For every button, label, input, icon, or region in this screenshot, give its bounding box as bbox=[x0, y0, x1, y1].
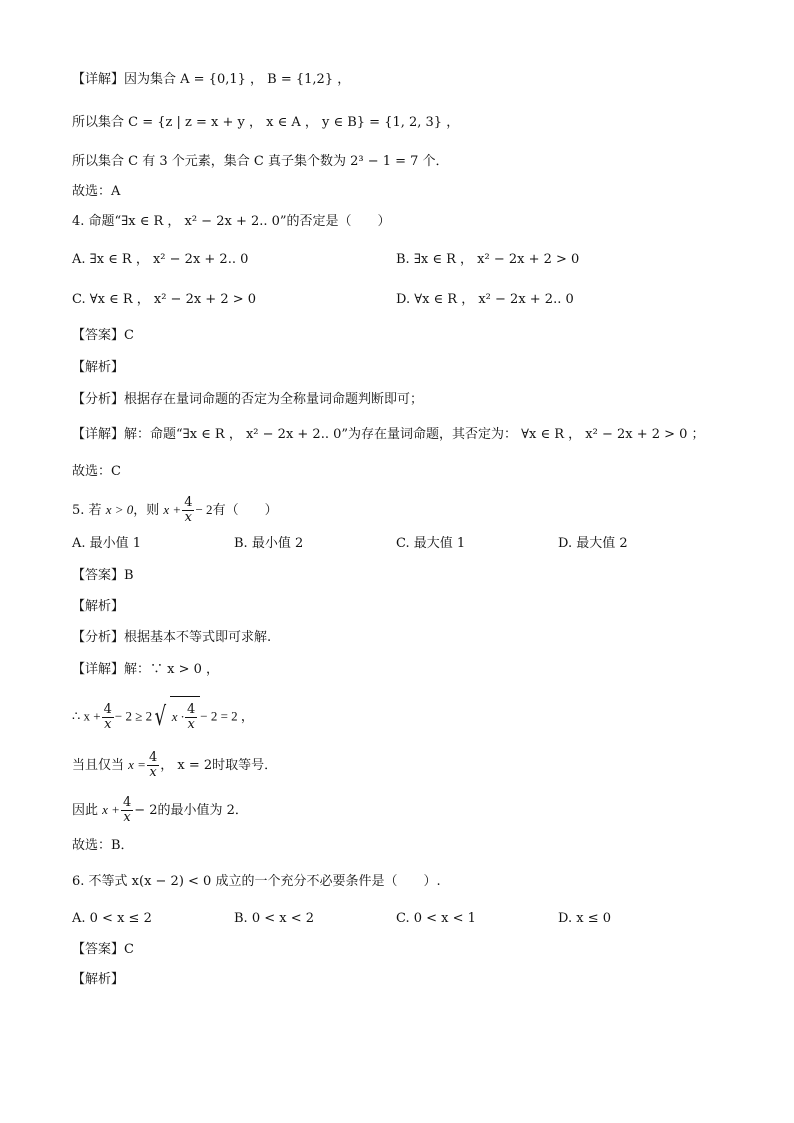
question-4-stem: 4. 命题“∃x ∈ R ， x² − 2x + 2.. 0”的否定是（ ） bbox=[72, 214, 391, 229]
question-5-stem: 5. 若 x > 0，则 x + $\frac{4}{x}$ − 2有（ ） bbox=[72, 495, 278, 525]
fraction: $\frac{4}{x}$ bbox=[184, 495, 193, 525]
question-6-option-a: A. 0 < x ≤ 2 bbox=[72, 911, 152, 926]
question-4-analysis: 【分析】根据存在量词命题的否定为全称量词命题判断即可； bbox=[72, 392, 424, 407]
question-5-option-a: A. 最小值 1 bbox=[72, 536, 142, 551]
question-6-stem: 6. 不等式 x(x − 2) < 0 成立的一个充分不必要条件是（ ）. bbox=[72, 874, 441, 889]
question-4-option-b: B. ∃x ∈ R ， x² − 2x + 2 > 0 bbox=[396, 252, 580, 267]
solution-detail-line-2: 所以集合 C = {z | z = x + y ， x ∈ A ， y ∈ B} = {1, 2, 3} ， bbox=[72, 115, 460, 130]
question-5-choice: 故选：B． bbox=[72, 838, 134, 853]
question-5-option-b: B. 最小值 2 bbox=[234, 536, 304, 551]
question-4-option-a: A. ∃x ∈ R ， x² − 2x + 2.. 0 bbox=[72, 252, 249, 267]
solution-detail-line-1: 【详解】因为集合 A = {0,1} ， B = {1,2} ， bbox=[72, 72, 351, 87]
question-5-conclusion: 因此 x + $\frac{4}{x}$ − 2的最小值为 2． bbox=[72, 795, 248, 825]
solution-detail-line-3: 所以集合 C 有 3 个元素，集合 C 真子集个数为 2³ − 1 = 7 个． bbox=[72, 154, 449, 169]
fraction: $\frac{4}{x}$ bbox=[122, 795, 132, 825]
question-5-answer: 【答案】B bbox=[72, 568, 134, 583]
question-6-answer: 【答案】C bbox=[72, 942, 134, 957]
question-6-option-d: D. x ≤ 0 bbox=[558, 911, 611, 926]
question-4-answer: 【答案】C bbox=[72, 328, 134, 343]
answer-choice-line: 故选：A bbox=[72, 184, 121, 199]
question-4-analysis-header: 【解析】 bbox=[72, 360, 125, 375]
question-4-option-d: D. ∀x ∈ R ， x² − 2x + 2.. 0 bbox=[396, 292, 574, 307]
radical-sign: √ bbox=[154, 702, 167, 732]
question-5-analysis-header: 【解析】 bbox=[72, 599, 125, 614]
question-6-option-b: B. 0 < x < 2 bbox=[234, 911, 315, 926]
question-5-detail: 【详解】解：∵ x > 0 ， bbox=[72, 662, 220, 677]
question-5-option-c: C. 最大值 1 bbox=[396, 536, 466, 551]
radicand: x · $\frac{4}{x}$ bbox=[170, 696, 201, 738]
question-5-analysis: 【分析】根据基本不等式即可求解. bbox=[72, 630, 272, 645]
question-5-option-d: D. 最大值 2 bbox=[558, 536, 628, 551]
fraction: $\frac{4}{x}$ bbox=[186, 702, 196, 732]
fraction: $\frac{4}{x}$ bbox=[103, 701, 112, 732]
question-5-equality-condition: 当且仅当 x = $\frac{4}{x}$ ， x = 2时取等号． bbox=[72, 750, 278, 780]
question-4-choice: 故选：C bbox=[72, 464, 121, 479]
fraction: $\frac{4}{x}$ bbox=[148, 750, 158, 780]
question-6-option-c: C. 0 < x < 1 bbox=[396, 911, 476, 926]
question-6-analysis-header: 【解析】 bbox=[72, 972, 125, 987]
question-5-inequality-step: ∴ x + $\frac{4}{x}$ − 2 ≥ 2√ x · $\frac{4}{x}$ − 2 = 2 ， bbox=[72, 696, 254, 738]
question-4-detail: 【详解】解：命题“∃x ∈ R ， x² − 2x + 2.. 0”为存在量词命题，其否定为： ∀x ∈ R ， x² − 2x + 2 > 0 ； bbox=[72, 427, 705, 442]
question-4-option-c: C. ∀x ∈ R ， x² − 2x + 2 > 0 bbox=[72, 292, 257, 307]
